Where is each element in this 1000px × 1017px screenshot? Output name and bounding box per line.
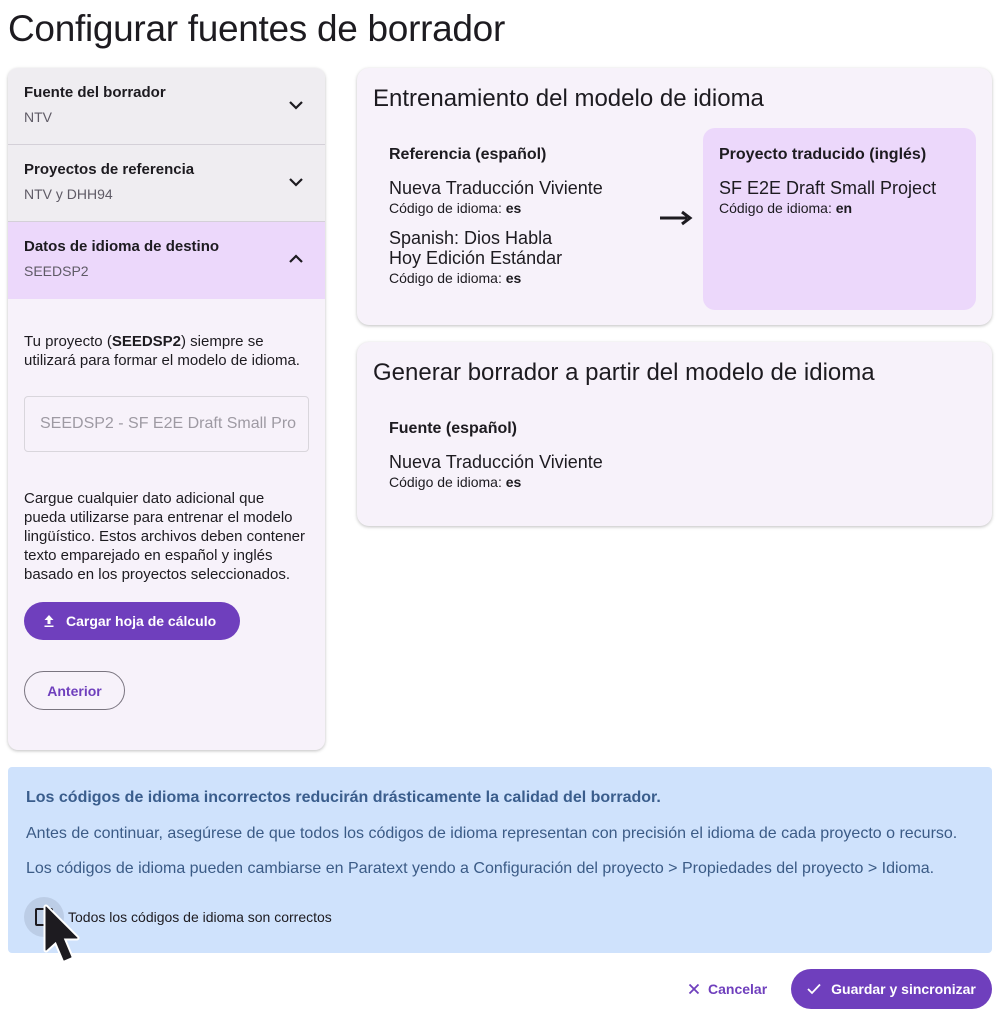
language-code: Código de idioma: es bbox=[389, 474, 522, 490]
cancel-button[interactable] bbox=[676, 970, 779, 1008]
target-heading: Proyecto traducido (inglés) bbox=[719, 146, 927, 163]
save-and-sync-button[interactable] bbox=[791, 969, 992, 1009]
save-label: Guardar y sincronizar bbox=[831, 981, 976, 997]
step-subtitle: NTV bbox=[24, 109, 52, 125]
page-title: Configurar fuentes de borrador bbox=[8, 8, 505, 49]
step-subtitle: NTV y DHH94 bbox=[24, 186, 113, 202]
reference-heading: Referencia (español) bbox=[389, 146, 547, 163]
step-reference-projects[interactable] bbox=[8, 145, 325, 222]
project-name: Spanish: Dios Habla Hoy Edición Estándar bbox=[389, 228, 563, 268]
project-name: SF E2E Draft Small Project bbox=[719, 178, 937, 198]
mouse-pointer-icon bbox=[34, 904, 80, 966]
intro-text: Tu proyecto (SEEDSP2) siempre se utilizará para formar el modelo de idioma. bbox=[24, 333, 300, 369]
step-title: Fuente del borrador bbox=[24, 84, 166, 101]
source-heading: Fuente (español) bbox=[389, 420, 518, 437]
language-code: Código de idioma: es bbox=[389, 270, 522, 286]
upload-spreadsheet-button[interactable] bbox=[24, 602, 240, 640]
arrow-right-icon bbox=[659, 209, 693, 227]
check-icon bbox=[807, 983, 821, 995]
language-code-warning-banner bbox=[8, 767, 992, 953]
step-subtitle: SEEDSP2 bbox=[24, 263, 89, 279]
generate-card bbox=[357, 342, 992, 526]
chevron-down-icon bbox=[287, 173, 305, 191]
close-icon bbox=[688, 983, 700, 995]
upload-icon bbox=[42, 614, 56, 628]
chevron-down-icon bbox=[287, 96, 305, 114]
generate-card-title: Generar borrador a partir del modelo de idioma bbox=[373, 359, 875, 386]
stepper-panel bbox=[8, 68, 325, 750]
banner-line: Los códigos de idioma pueden cambiarse en Paratext yendo a Configuración del proyecto > Propiedades del proyecto > Idioma. bbox=[26, 860, 935, 877]
step-target-language-data[interactable] bbox=[8, 222, 325, 299]
reference-project bbox=[389, 228, 639, 286]
step-title: Datos de idioma de destino bbox=[24, 238, 220, 255]
chevron-up-icon bbox=[287, 250, 305, 268]
project-field[interactable]: SEEDSP2 - SF E2E Draft Small Pro bbox=[24, 396, 309, 452]
banner-line: Antes de continuar, asegúrese de que todos los códigos de idioma representan con precisión el idioma de cada proyecto o recurso. bbox=[26, 825, 958, 842]
previous-button[interactable]: Anterior bbox=[24, 671, 125, 710]
project-name: Nueva Traducción Viviente bbox=[389, 178, 603, 198]
source-column bbox=[389, 420, 603, 490]
step-title: Proyectos de referencia bbox=[24, 161, 195, 178]
project-name: Nueva Traducción Viviente bbox=[389, 452, 603, 472]
reference-column bbox=[389, 146, 639, 286]
banner-warning: Los códigos de idioma incorrectos reducirán drásticamente la calidad del borrador. bbox=[26, 789, 661, 806]
training-card-title: Entrenamiento del modelo de idioma bbox=[373, 85, 764, 112]
step-draft-source[interactable] bbox=[8, 68, 325, 145]
step-body bbox=[8, 332, 325, 710]
reference-project bbox=[389, 178, 639, 216]
language-code: Código de idioma: es bbox=[389, 200, 522, 216]
language-code: Código de idioma: en bbox=[719, 200, 853, 216]
upload-description: Cargue cualquier dato adicional que pueda utilizarse para entrenar el modelo lingüístico. Estos archivos deben contener texto emparejado en español y inglés basado en los proyectos seleccionados. bbox=[24, 490, 305, 583]
cancel-label: Cancelar bbox=[708, 981, 768, 997]
upload-button-label: Cargar hoja de cálculo bbox=[66, 613, 217, 629]
checkbox-label[interactable]: Todos los códigos de idioma son correctos bbox=[68, 909, 332, 925]
target-project-box bbox=[703, 128, 976, 310]
training-card bbox=[357, 68, 992, 325]
